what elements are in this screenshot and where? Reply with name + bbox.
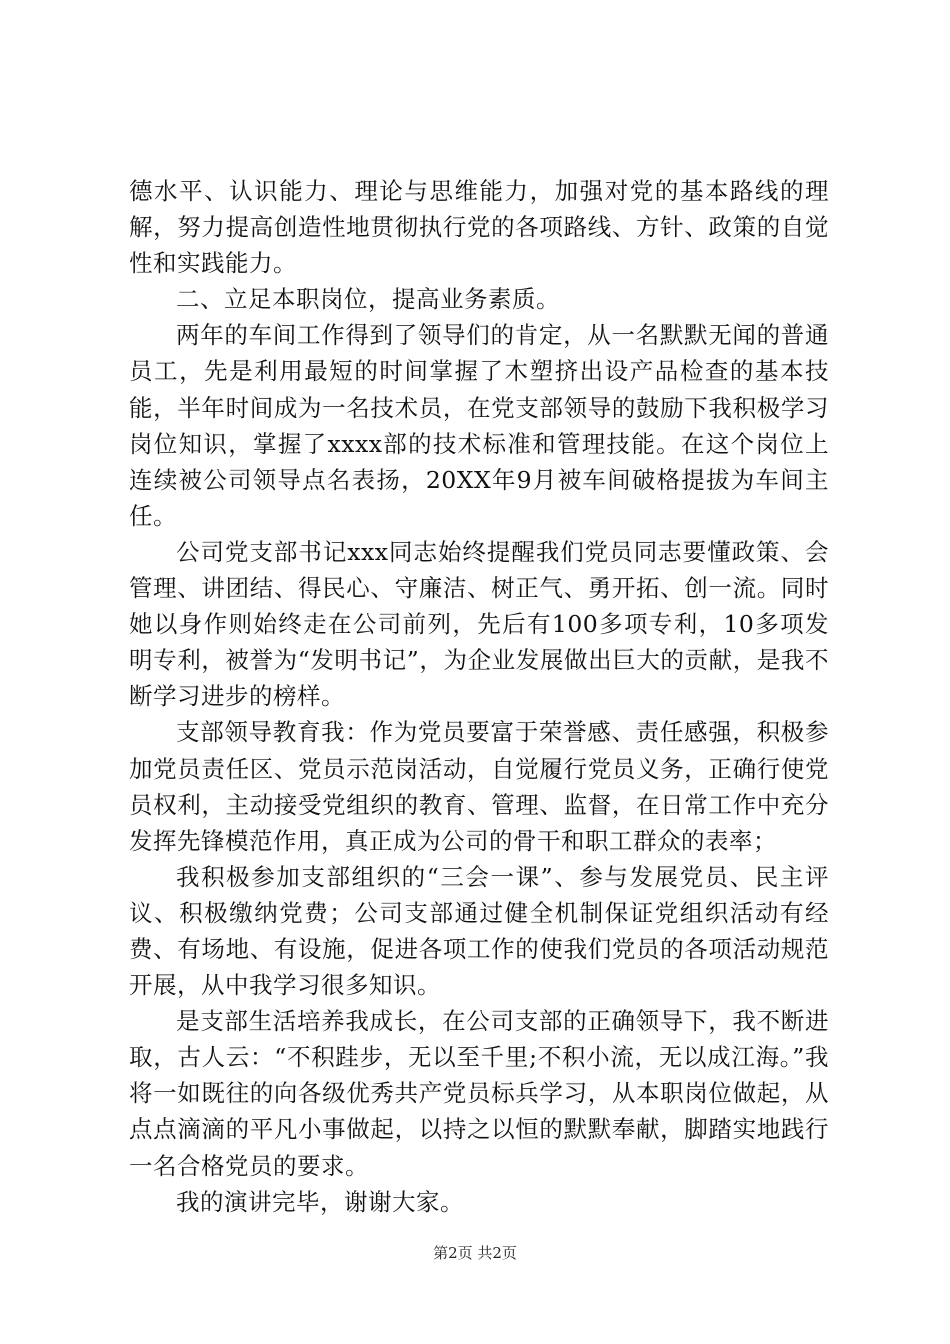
document-body: [129, 173, 829, 1220]
page-footer: 第2页 共2页: [433, 1244, 517, 1262]
paragraph-7: 是支部生活培养我成长，在公司支部的正确领导下，我不断进取，古人云：“不积跬步，无以至千里;不积小流，无以成江海。”我将一如既往的向各级优秀共产党员标兵学习，从本职岗位做起，从点点滴滴的平凡小事做起，以持之以恒的默默奉献，脚踏实地践行一名合格党员的要求。: [129, 1007, 829, 1180]
paragraph-4: 公司党支部书记xxx同志始终提醒我们党员同志要懂政策、会管理、讲团结、得民心、守廉洁、树正气、勇开拓、创一流。同时她以身作则始终走在公司前列，先后有100多项专利，10多项发明专利，被誉为“发明书记”，为企业发展做出巨大的贡献，是我不断学习进步的榜样。: [129, 537, 829, 711]
paragraph-5: 支部领导教育我：作为党员要富于荣誉感、责任感强，积极参加党员责任区、党员示范岗活动，自觉履行党员义务，正确行使党员权利，主动接受党组织的教育、管理、监督，在日常工作中充分发挥先锋模范作用，真正成为公司的骨干和职工群众的表率；: [129, 718, 829, 855]
paragraph-3: 两年的车间工作得到了领导们的肯定，从一名默默无闻的普通员工，先是利用最短的时间掌握了木塑挤出设产品检查的基本技能，半年时间成为一名技术员，在党支部领导的鼓励下我积极学习岗位知识，掌握了xxxx部的技术标准和管理技能。在这个岗位上连续被公司领导点名表扬，20XX年9月被车间破格提拔为车间主任。: [129, 321, 829, 530]
paragraph-1: 德水平、认识能力、理论与思维能力，加强对党的基本路线的理解，努力提高创造性地贯彻执行党的各项路线、方针、政策的自觉性和实践能力。: [129, 177, 829, 278]
paragraph-6: 我积极参加支部组织的“三会一课”、参与发展党员、民主评议、积极缴纳党费；公司支部通过健全机制保证党组织活动有经费、有场地、有设施，促进各项工作的使我们党员的各项活动规范开展，从中我学习很多知识。: [129, 862, 829, 1000]
section-heading: 二、立足本职岗位，提高业务素质。: [176, 285, 560, 314]
closing-paragraph: 我的演讲完毕，谢谢大家。: [176, 1187, 464, 1216]
